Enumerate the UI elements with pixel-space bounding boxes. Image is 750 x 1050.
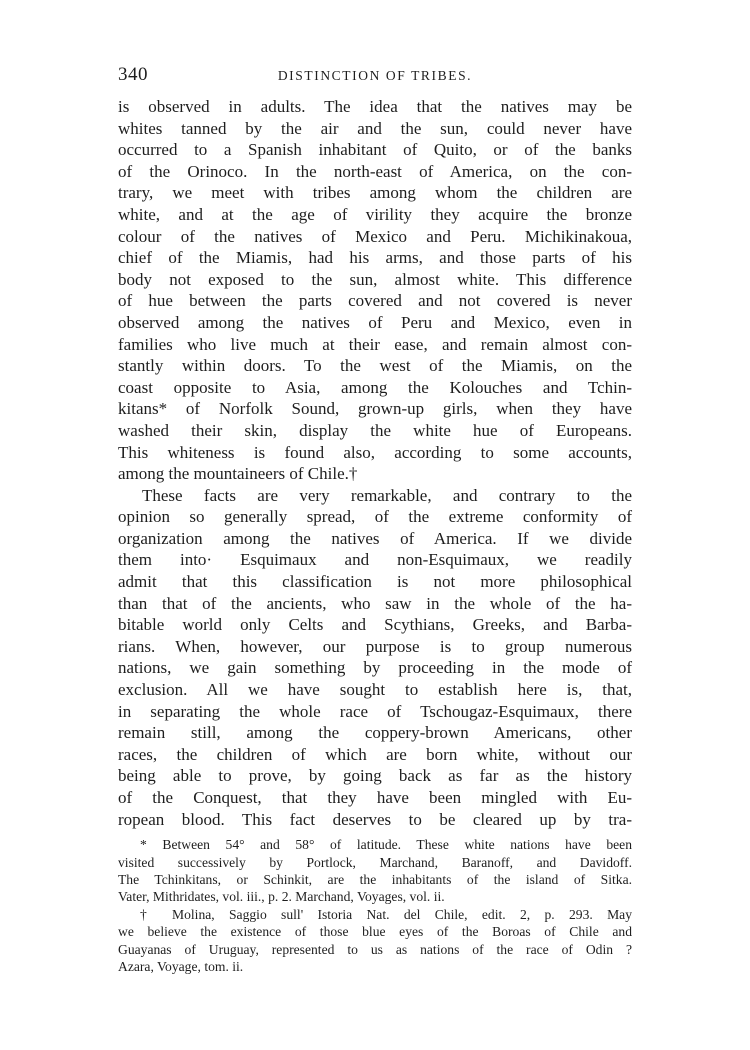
body-line: nations, we gain something by proceeding in the mode of [118, 658, 632, 678]
body-line: of the Orinoco. In the north-east of America, on the con- [118, 161, 632, 181]
body-line: white, and at the age of virility they acquire the bronze [118, 204, 632, 224]
body-line: admit that this classification is not more philosophical [118, 572, 632, 592]
body-line: colour of the natives of Mexico and Peru. Michikinakoua, [118, 226, 632, 246]
body-line: is observed in adults. The idea that the natives may be [118, 97, 632, 116]
body-line: rians. When, however, our purpose is to group numerous [118, 636, 632, 656]
footnote-line: Vater, Mithridates, vol. iii., p. 2. Marchand, Voyages, vol. ii. [118, 889, 445, 905]
footnote-line: † Molina, Saggio sull' Istoria Nat. del Chile, edit. 2, p. 293. May [140, 906, 632, 922]
body-line: whites tanned by the air and the sun, could never have [118, 118, 632, 138]
footnote-line: visited successively by Portlock, Marchand, Baranoff, and Davidoff. [118, 854, 632, 870]
body-line: exclusion. All we have sought to establish here is, that, [118, 680, 632, 700]
body-line: occurred to a Spanish inhabitant of Quito, or of the banks [118, 140, 632, 160]
body-line: races, the children of which are born white, without our [118, 744, 632, 764]
page-number: 340 [118, 64, 148, 85]
body-line: opinion so generally spread, of the extreme conformity of [118, 507, 632, 527]
footnote-line: we believe the existence of those blue eyes of the Boroas of Chile and [118, 924, 632, 940]
body-line: This whiteness is found also, according to some accounts, [118, 442, 632, 462]
body-line: These facts are very remarkable, and contrary to the [142, 485, 632, 505]
body-line: stantly within doors. To the west of the Miamis, on the [118, 356, 632, 376]
footnotes [118, 836, 632, 975]
body-line: washed their skin, display the white hue of Europeans. [118, 420, 632, 440]
body-line: kitans* of Norfolk Sound, grown-up girls, when they have [118, 399, 632, 419]
body-line: coast opposite to Asia, among the Kolouches and Tchin- [118, 377, 632, 397]
body-line: organization among the natives of America. If we divide [118, 528, 632, 548]
footnote-line: The Tchinkitans, or Schinkit, are the inhabitants of the island of Sitka. [118, 871, 632, 887]
body-line: them into· Esquimaux and non-Esquimaux, we readily [118, 550, 632, 570]
footnote-line: * Between 54° and 58° of latitude. These white nations have been [140, 837, 632, 853]
page-header [118, 64, 632, 96]
body-line: remain still, among the coppery-brown Americans, other [118, 723, 632, 743]
running-title: DISTINCTION OF TRIBES. [277, 68, 473, 83]
body-line: ropean blood. This fact deserves to be cleared up by tra- [118, 809, 632, 829]
body-line: being able to prove, by going back as far as the history [118, 766, 632, 786]
book-page [118, 64, 632, 975]
body-line: bitable world only Celts and Scythians, Greeks, and Barba- [118, 615, 632, 635]
body-line: of the Conquest, that they have been mingled with Eu- [118, 788, 632, 807]
footnote-line: Guayanas of Uruguay, represented to us as nations of the race of Odin ? [118, 941, 632, 957]
body-line: trary, we meet with tribes among whom the children are [118, 183, 632, 203]
body-line: families who live much at their ease, and remain almost con- [118, 334, 632, 354]
body-line: observed among the natives of Peru and Mexico, even in [118, 312, 632, 332]
body-text [118, 96, 632, 830]
body-line: of hue between the parts covered and not covered is never [118, 291, 632, 311]
body-line: in separating the whole race of Tschougaz-Esquimaux, there [118, 701, 632, 721]
body-line: than that of the ancients, who saw in the whole of the ha- [118, 593, 632, 613]
body-line: body not exposed to the sun, almost white. This difference [118, 269, 632, 289]
body-line: chief of the Miamis, had his arms, and those parts of his [118, 248, 632, 268]
footnote-line: Azara, Voyage, tom. ii. [118, 958, 244, 974]
body-line: among the mountaineers of Chile.† [118, 464, 358, 484]
